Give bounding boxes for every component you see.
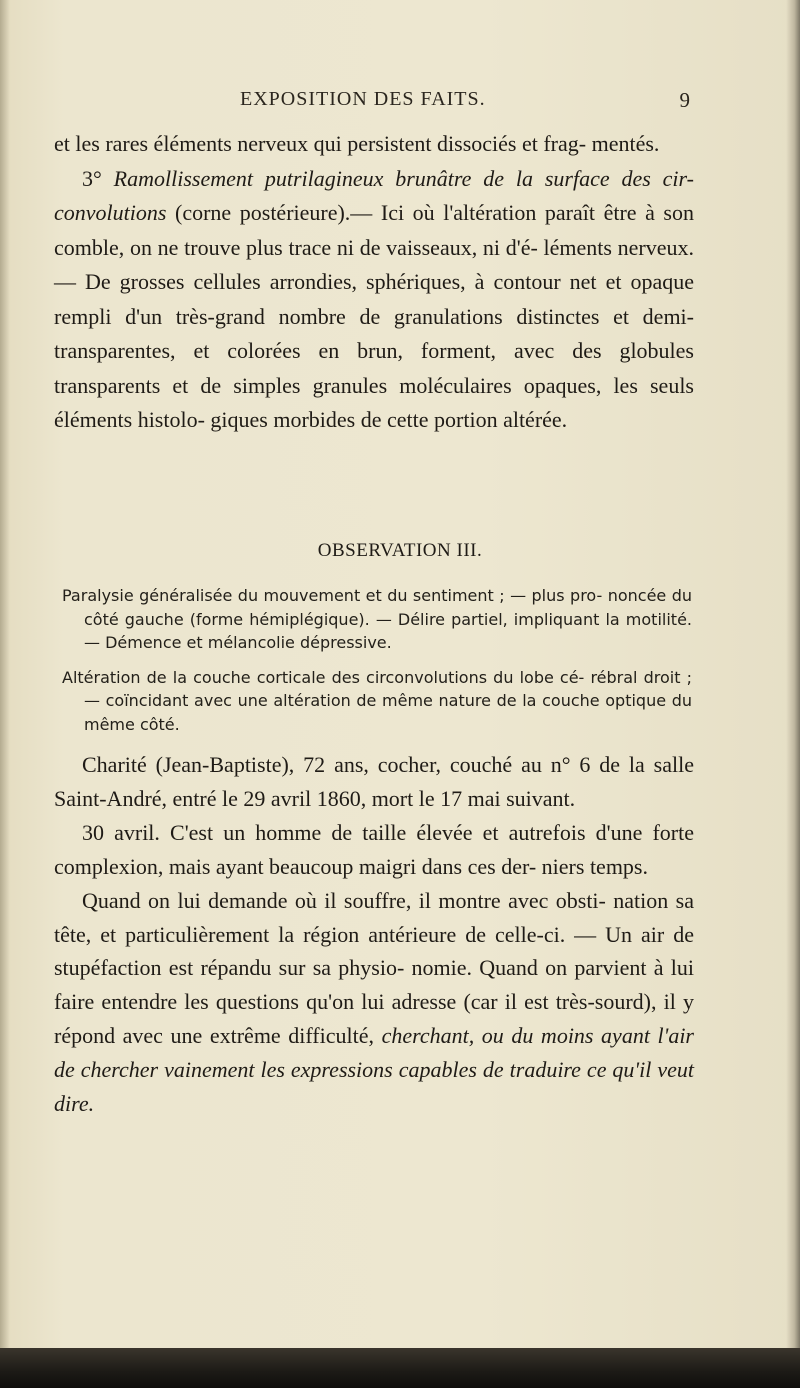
page-header bbox=[40, 88, 690, 124]
case-symptoms-text: Quand on lui demande où il souffre, il montre avec obsti- nation sa tête, et particulièrement la région antérieure de celle-ci. — Un air de stupéfaction est répandu sur sa physio- nomie. Quand on parvient à lui faire entendre les questions qu'on lui adresse (car il est très-sourd), il y répond avec une extrême difficulté, bbox=[54, 887, 694, 1049]
paragraph-text: (corne postérieure).— Ici où l'altération paraît être à son comble, on ne trouve plus trace ni de vaisseaux, ni d'é- léments nerveux. — De grosses cellules arrondies, sphériques, à contour net et opaque rempli d'un très-grand nombre de granulations distinctes et demi-transparentes, et colorées en brun, forment, avec des globules transparents et de simples granules moléculaires opaques, les seuls éléments histolo- giques morbides de cette portion altérée. bbox=[54, 200, 694, 432]
case-symptoms bbox=[54, 884, 694, 1121]
observation-summary bbox=[62, 584, 692, 736]
section-heading-italic: Ramollissement putrilagineux brunâtre de la surface des cir- convolutions bbox=[54, 165, 694, 225]
body-text bbox=[54, 127, 694, 438]
case-april-30: 30 avril. C'est un homme de taille élevée et autrefois d'une forte complexion, mais ayant beaucoup maigri dans ces der- niers temps. bbox=[54, 819, 694, 879]
paragraph-ramollissement bbox=[54, 162, 694, 438]
page-bottom-edge bbox=[0, 1348, 800, 1388]
summary-symptoms: Paralysie généralisée du mouvement et du sentiment ; — plus pro- noncée du côté gauche (forme hémiplégique). — Délire partiel, impliquant la motilité. — Démence et mélancolie dépressive. bbox=[62, 586, 692, 652]
page-left-shadow bbox=[0, 0, 10, 1388]
case-symptoms-italic: cherchant, ou du moins ayant l'air de chercher vainement les expressions capables de traduire ce qu'il veut dire. bbox=[54, 1023, 694, 1117]
paragraph-continuation: et les rares éléments nerveux qui persistent dissociés et frag- mentés. bbox=[54, 131, 660, 156]
running-head: EXPOSITION DES FAITS. bbox=[240, 88, 486, 110]
page-right-edge bbox=[786, 0, 800, 1388]
observation-title: OBSERVATION III. bbox=[317, 540, 483, 561]
section-number: 3° bbox=[82, 165, 102, 191]
page-number: 9 bbox=[679, 88, 690, 112]
case-identity: Charité (Jean-Baptiste), 72 ans, cocher, couché au n° 6 de la salle Saint-André, entré le 29 avril 1860, mort le 17 mai suivant. bbox=[54, 752, 694, 811]
summary-lesions: Altération de la couche corticale des circonvolutions du lobe cé- rébral droit ; — coïncidant avec une altération de même nature de la couche optique du même côté. bbox=[62, 667, 692, 734]
case-text bbox=[54, 748, 694, 1121]
